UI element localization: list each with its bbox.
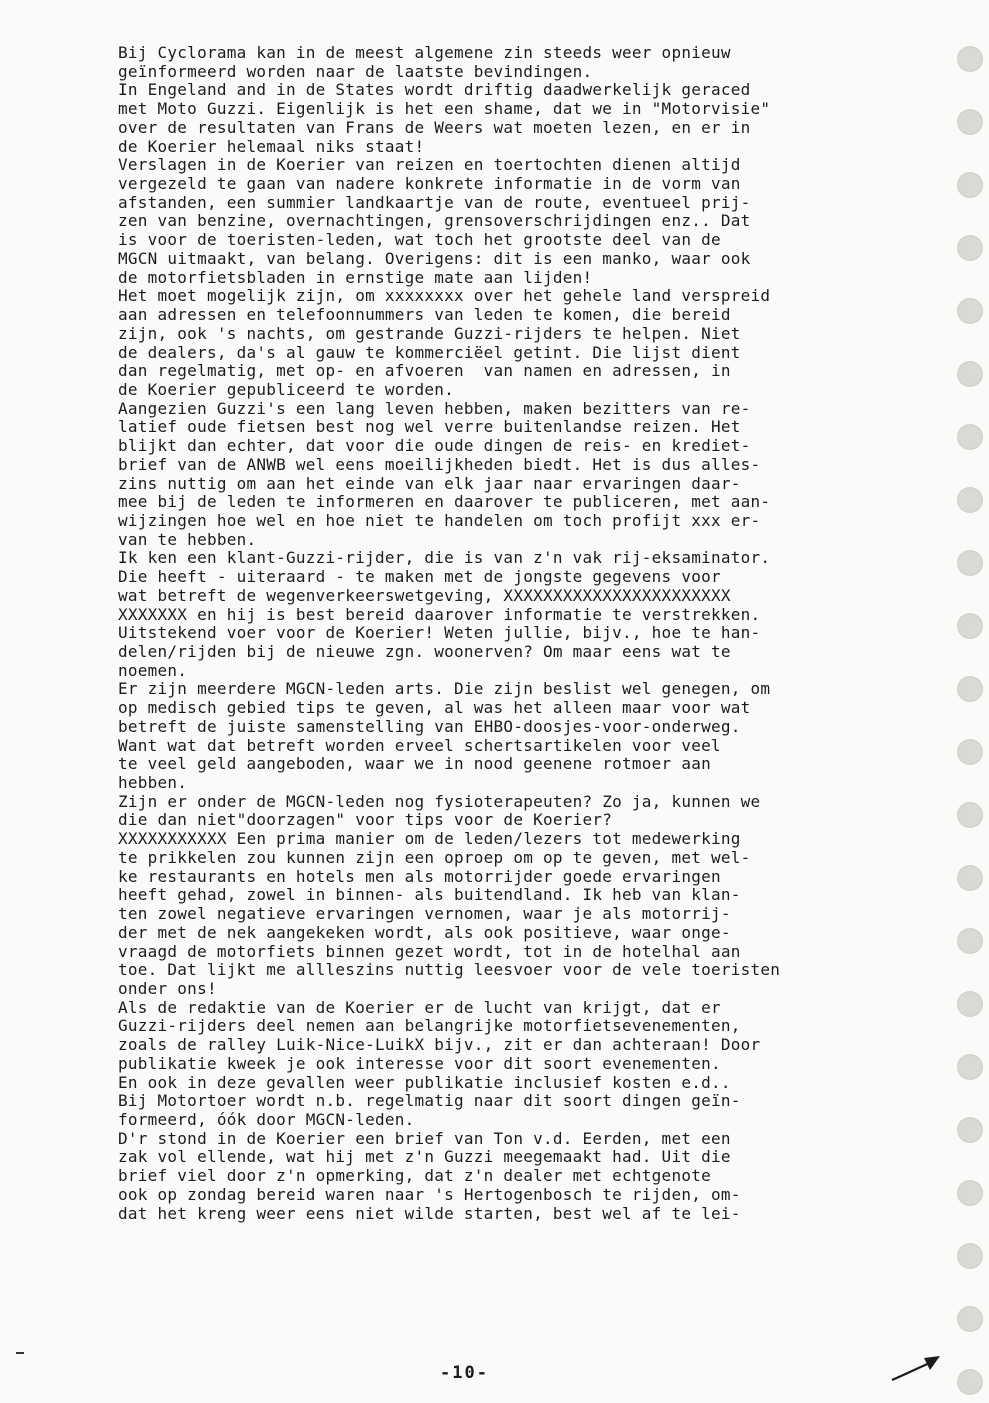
text-line: delen/rijden bij de nieuwe zgn. woonerven? Om maar eens wat te bbox=[118, 642, 731, 661]
text-line: op medisch gebied tips te geven, al was het alleen maar voor wat bbox=[118, 698, 751, 718]
text-line: van te hebben. bbox=[118, 529, 257, 549]
text-line: Uitstekend voer voor de Koerier! Weten jullie, bijv., hoe te han- bbox=[118, 623, 761, 643]
text-line: de Koerier gepubliceerd te worden. bbox=[118, 379, 455, 399]
text-line: aan adressen en telefoonnummers van leden te komen, die bereid bbox=[118, 305, 731, 325]
text-line: de motorfietsbladen in ernstige mate aan lijden! bbox=[118, 267, 593, 287]
text-line: latief oude fietsen best nog wel verre buitenlandse reizen. Het bbox=[118, 417, 741, 437]
text-line: ke restaurants en hotels men als motorrijder goede ervaringen bbox=[118, 866, 721, 886]
text-line: zins nuttig om aan het einde van elk jaar naar ervaringen daar- bbox=[118, 473, 741, 493]
text-line: ten zowel negatieve ervaringen vernomen, waar je als motorrij- bbox=[118, 904, 731, 924]
text-line: publikatie kweek je ook interesse voor dit soort evenementen. bbox=[118, 1053, 721, 1073]
text-line: En ook in deze gevallen weer publikatie inclusief kosten e.d.. bbox=[118, 1072, 731, 1092]
text-line: Het moet mogelijk zijn, om xxxxxxxx over het gehele land verspreid bbox=[118, 286, 771, 306]
text-line: betreft de juiste samenstelling van EHBO-doosjes-voor-onderweg. bbox=[118, 716, 741, 736]
text-line: D'r stond in de Koerier een brief van Ton v.d. Eerden, met een bbox=[118, 1128, 731, 1148]
text-line: formeerd, óók door MGCN-leden. bbox=[118, 1109, 415, 1129]
text-line: is voor de toeristen-leden, wat toch het grootste deel van de bbox=[118, 230, 721, 250]
text-line: hebben. bbox=[118, 773, 188, 793]
binder-hole-icon bbox=[957, 109, 983, 135]
binder-hole-icon bbox=[957, 172, 983, 198]
text-line: de dealers, da's al gauw te kommerciëel getint. Die lijst dient bbox=[118, 342, 741, 362]
margin-mark bbox=[16, 1352, 24, 1354]
binder-hole-icon bbox=[957, 865, 983, 891]
text-line: te prikkelen zou kunnen zijn een oproep om op te geven, met wel- bbox=[118, 847, 751, 867]
text-line: ook op zondag bereid waren naar 's Hertogenbosch te rijden, om- bbox=[118, 1184, 741, 1204]
binder-hole-icon bbox=[957, 1306, 983, 1332]
binder-hole-icon bbox=[957, 298, 983, 324]
text-line: toe. Dat lijkt me allleszins nuttig leesvoer voor de vele toeristen bbox=[118, 960, 781, 980]
text-line: Bij Motortoer wordt n.b. regelmatig naar dit soort dingen geïn- bbox=[118, 1091, 741, 1111]
binder-hole-icon bbox=[957, 1054, 983, 1080]
text-line: te veel geld aangeboden, waar we in nood geenene rotmoer aan bbox=[118, 754, 711, 774]
text-line: blijkt dan echter, dat voor die oude dingen de reis- en krediet- bbox=[118, 436, 751, 456]
binder-hole-icon bbox=[957, 235, 983, 261]
binder-hole-icon bbox=[957, 1117, 983, 1143]
body-text bbox=[118, 44, 950, 1223]
text-line: In Engeland and in de States wordt driftig daadwerkelijk geraced bbox=[118, 80, 751, 100]
text-line: MGCN uitmaakt, van belang. Overigens: dit is een manko, waar ook bbox=[118, 248, 751, 268]
binder-hole-icon bbox=[957, 487, 983, 513]
text-line: mee bij de leden te informeren en daarover te publiceren, met aan- bbox=[118, 492, 771, 512]
binder-hole-icon bbox=[957, 46, 983, 72]
text-line: Er zijn meerdere MGCN-leden arts. Die zijn beslist wel genegen, om bbox=[118, 679, 771, 699]
text-line: Want wat dat betreft worden erveel schertsartikelen voor veel bbox=[118, 735, 721, 755]
text-line: dan regelmatig, met op- en afvoeren van namen en adressen, in bbox=[118, 361, 731, 381]
page-number: -10- bbox=[440, 1363, 489, 1383]
binder-hole-icon bbox=[957, 991, 983, 1017]
text-line: met Moto Guzzi. Eigenlijk is het een shame, dat we in "Motorvisie" bbox=[118, 99, 771, 119]
text-line: dat het kreng weer eens niet wilde starten, best wel af te lei- bbox=[118, 1203, 741, 1223]
binder-hole-icon bbox=[957, 550, 983, 576]
binder-hole-icon bbox=[957, 1180, 983, 1206]
text-line: Als de redaktie van de Koerier er de lucht van krijgt, dat er bbox=[118, 997, 721, 1017]
text-line: vergezeld te gaan van nadere konkrete informatie in de vorm van bbox=[118, 174, 741, 194]
binder-hole-icon bbox=[957, 424, 983, 450]
binder-hole-icon bbox=[957, 676, 983, 702]
text-line: wat betreft de wegenverkeerswetgeving, XXXXXXXXXXXXXXXXXXXXXXX bbox=[118, 585, 731, 605]
binder-hole-icon bbox=[957, 739, 983, 765]
text-line: onder ons! bbox=[118, 978, 217, 998]
text-line: XXXXXXXXXXX Een prima manier om de leden/lezers tot medewerking bbox=[118, 829, 741, 849]
text-line: zak vol ellende, wat hij met z'n Guzzi meegemaakt had. Uit die bbox=[118, 1147, 731, 1167]
text-line: vraagd de motorfiets binnen gezet wordt, tot in de hotelhal aan bbox=[118, 941, 741, 961]
text-line: der met de nek aangekeken wordt, als ook positieve, waar onge- bbox=[118, 922, 731, 942]
binder-hole-icon bbox=[957, 928, 983, 954]
text-line: die dan niet"doorzagen" voor tips voor de Koerier? bbox=[118, 810, 613, 830]
text-line: Guzzi-rijders deel nemen aan belangrijke motorfietsevenementen, bbox=[118, 1016, 741, 1036]
text-line: afstanden, een summier landkaartje van de route, eventueel prij- bbox=[118, 192, 751, 212]
text-line: zijn, ook 's nachts, om gestrande Guzzi-rijders te helpen. Niet bbox=[118, 323, 741, 343]
text-line: de Koerier helemaal niks staat! bbox=[118, 136, 425, 156]
text-line: geïnformeerd worden naar de laatste bevindingen. bbox=[118, 61, 593, 81]
binder-holes bbox=[949, 0, 989, 1403]
text-line: zen van benzine, overnachtingen, grensoverschrijdingen enz.. Dat bbox=[118, 211, 751, 231]
text-line: Die heeft - uiteraard - te maken met de jongste gegevens voor bbox=[118, 567, 721, 587]
text-line: zoals de ralley Luik-Nice-LuikX bijv., zit er dan achteraan! Door bbox=[118, 1035, 761, 1055]
binder-hole-icon bbox=[957, 802, 983, 828]
text-line: XXXXXXX en hij is best bereid daarover informatie te verstrekken. bbox=[118, 604, 761, 624]
binder-hole-icon bbox=[957, 1243, 983, 1269]
text-line: heeft gehad, zowel in binnen- als buitendland. Ik heb van klan- bbox=[118, 885, 741, 905]
binder-hole-icon bbox=[957, 361, 983, 387]
text-line: brief viel door z'n opmerking, dat z'n dealer met echtgenote bbox=[118, 1166, 711, 1186]
text-line: Aangezien Guzzi's een lang leven hebben, maken bezitters van re- bbox=[118, 398, 751, 418]
text-line: Zijn er onder de MGCN-leden nog fysioterapeuten? Zo ja, kunnen we bbox=[118, 791, 761, 811]
text-line: over de resultaten van Frans de Weers wat moeten lezen, en er in bbox=[118, 117, 751, 137]
binder-hole-icon bbox=[957, 613, 983, 639]
text-line: noemen. bbox=[118, 660, 188, 680]
text-line: brief van de ANWB wel eens moeilijkheden biedt. Het is dus alles- bbox=[118, 454, 761, 474]
binder-hole-icon bbox=[957, 1369, 983, 1395]
text-line: Bij Cyclorama kan in de meest algemene zin steeds weer opnieuw bbox=[118, 43, 731, 62]
text-line: Ik ken een klant-Guzzi-rijder, die is van z'n vak rij-eksaminator. bbox=[118, 548, 771, 568]
text-line: Verslagen in de Koerier van reizen en toertochten dienen altijd bbox=[118, 155, 741, 175]
text-line: wijzingen hoe wel en hoe niet te handelen om toch profijt xxx er- bbox=[118, 510, 761, 530]
arrow-right-icon bbox=[888, 1348, 944, 1388]
